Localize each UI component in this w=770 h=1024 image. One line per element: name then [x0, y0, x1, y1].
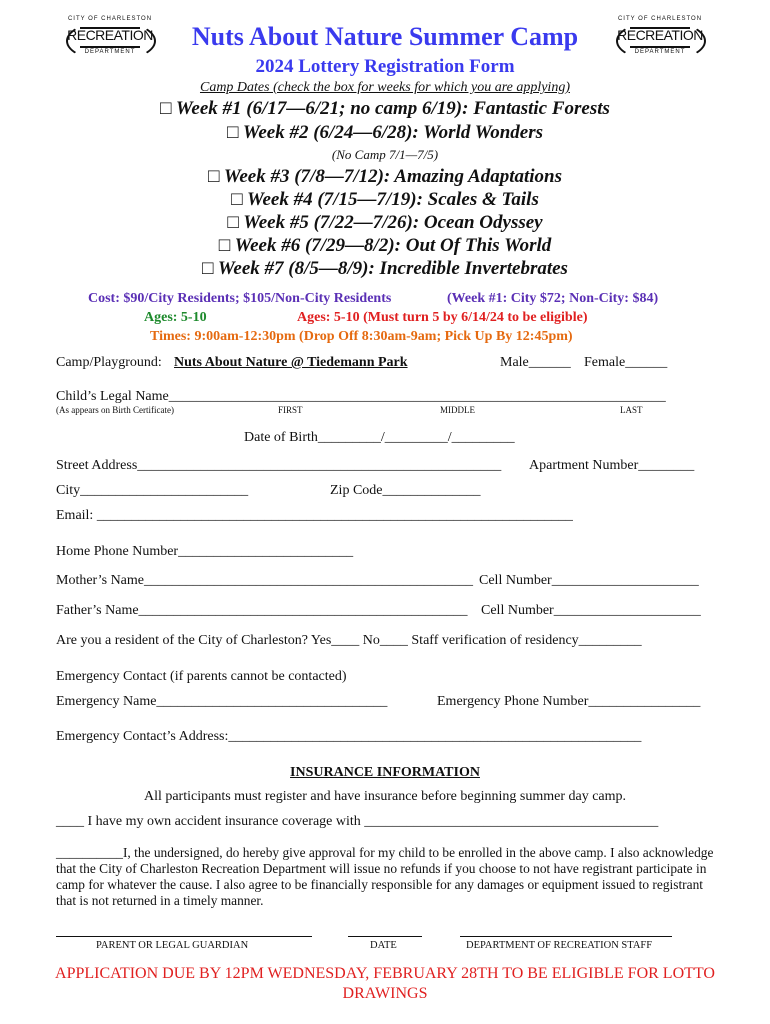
emergency-phone-field[interactable]: Emergency Phone Number________________	[437, 694, 701, 709]
logo-main-text: RECREATION	[67, 27, 153, 43]
week-5-option[interactable]: □ Week #5 (7/22—7/26): Ocean Odyssey	[227, 212, 543, 233]
camp-dates-label: Camp Dates (check the box for weeks for which you are applying)	[199, 80, 570, 95]
street-address-field[interactable]: Street Address____________________________________________________	[56, 458, 502, 473]
residency-field[interactable]: Are you a resident of the City of Charleston? Yes____ No____ Staff verification of residency_________	[56, 633, 642, 648]
cost-text: Cost: $90/City Residents; $105/Non-City Residents	[88, 291, 392, 306]
logo-bottom-text: DEPARTMENT	[84, 49, 136, 55]
father-cell-field[interactable]: Cell Number_____________________	[481, 603, 701, 618]
times-text: Times: 9:00am-12:30pm (Drop Off 8:30am-9am; Pick Up By 12:45pm)	[150, 329, 573, 344]
camp-playground-value: Nuts About Nature @ Tiedemann Park	[174, 355, 408, 370]
female-field[interactable]: Female______	[584, 355, 668, 370]
emergency-address-field[interactable]: Emergency Contact’s Address:___________________________________________________________	[56, 729, 642, 744]
camp-playground-label: Camp/Playground:	[56, 355, 162, 370]
insurance-heading: INSURANCE INFORMATION	[290, 765, 480, 780]
ages-text-red: Ages: 5-10 (Must turn 5 by 6/14/24 to be eligible)	[297, 310, 588, 325]
emergency-name-field[interactable]: Emergency Name_________________________________	[56, 694, 388, 709]
male-field[interactable]: Male______	[500, 355, 571, 370]
page-title: Nuts About Nature Summer Camp	[191, 22, 579, 51]
ages-text-green: Ages: 5-10	[144, 310, 207, 325]
cost-week1-text: (Week #1: City $72; Non-City: $84)	[447, 291, 659, 306]
logo-main-text: RECREATION	[617, 27, 703, 43]
week-7-option[interactable]: □ Week #7 (8/5—8/9): Incredible Invertebrates	[202, 258, 568, 279]
email-field[interactable]: Email: ____________________________________________________________________	[56, 508, 573, 523]
first-name-label: FIRST	[278, 405, 303, 415]
week-1-option[interactable]: □ Week #1 (6/17—6/21; no camp 6/19): Fantastic Forests	[160, 98, 610, 119]
logo-top-text: CITY OF CHARLESTON	[617, 16, 703, 22]
week-6-option[interactable]: □ Week #6 (7/29—8/2): Out Of This World	[218, 235, 552, 256]
date-label: DATE	[370, 940, 397, 951]
child-legal-name-field[interactable]: Child’s Legal Name_______________________________________________________________________	[56, 389, 666, 404]
emergency-contact-label: Emergency Contact (if parents cannot be contacted)	[56, 669, 347, 684]
father-name-field[interactable]: Father’s Name_______________________________________________	[56, 603, 468, 618]
zip-code-field[interactable]: Zip Code______________	[330, 483, 481, 498]
apartment-number-field[interactable]: Apartment Number________	[529, 458, 695, 473]
waiver-paragraph: __________I, the undersigned, do hereby give approval for my child to be enrolled in the above camp. I also acknowledge that the City of Charleston Recreation Department will issue no refunds if you choose to not have registrant participate in camp for whatever the cause. I also agree to be financially responsible for any damages or equipment issued to registrant that is not returned in a timely manner.	[56, 845, 714, 908]
parent-signature-line[interactable]	[56, 936, 312, 937]
home-phone-field[interactable]: Home Phone Number_________________________	[56, 544, 354, 559]
date-of-birth-field[interactable]: Date of Birth_________/_________/_________	[244, 430, 515, 445]
no-camp-note: (No Camp 7/1—7/5)	[331, 147, 439, 162]
city-field[interactable]: City________________________	[56, 483, 249, 498]
logo-top-text: CITY OF CHARLESTON	[67, 16, 153, 22]
last-name-label: LAST	[620, 405, 643, 415]
insurance-coverage-field[interactable]: ____ I have my own accident insurance coverage with __________________________________________	[56, 814, 659, 829]
middle-name-label: MIDDLE	[440, 405, 475, 415]
insurance-note: All participants must register and have insurance before beginning summer day camp.	[143, 789, 627, 804]
birth-certificate-note: (As appears on Birth Certificate)	[56, 405, 174, 415]
parent-guardian-label: PARENT OR LEGAL GUARDIAN	[96, 940, 249, 951]
date-signature-line[interactable]	[348, 936, 422, 937]
week-2-option[interactable]: □ Week #2 (6/24—6/28): World Wonders	[226, 122, 543, 143]
mother-cell-field[interactable]: Cell Number_____________________	[479, 573, 699, 588]
staff-signature-line[interactable]	[460, 936, 672, 937]
mother-name-field[interactable]: Mother’s Name_______________________________________________	[56, 573, 473, 588]
recreation-staff-label: DEPARTMENT OF RECREATION STAFF	[466, 940, 653, 951]
application-due-notice: APPLICATION DUE BY 12PM WEDNESDAY, FEBRUARY 28TH TO BE ELIGIBLE FOR LOTTO DRAWINGS	[55, 965, 715, 1002]
week-3-option[interactable]: □ Week #3 (7/8—7/12): Amazing Adaptations	[207, 166, 563, 187]
week-4-option[interactable]: □ Week #4 (7/15—7/19): Scales & Tails	[231, 189, 539, 210]
page-subtitle: 2024 Lottery Registration Form	[255, 56, 515, 77]
logo-bottom-text: DEPARTMENT	[634, 49, 686, 55]
